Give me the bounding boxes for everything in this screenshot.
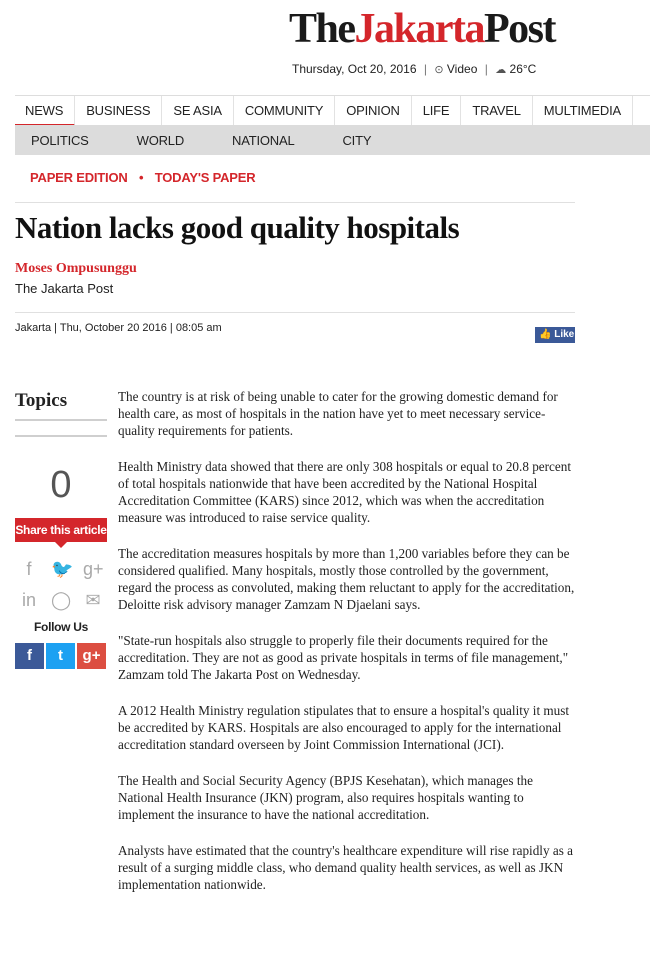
nav-item-news[interactable]: NEWS	[15, 96, 75, 126]
topics-divider	[15, 435, 107, 437]
video-link[interactable]: Video	[446, 62, 478, 76]
nav-item-multimedia[interactable]: MULTIMEDIA	[533, 96, 633, 126]
secondary-nav	[15, 125, 650, 155]
paper-links	[30, 170, 255, 185]
facebook-icon[interactable]: f	[26, 559, 32, 579]
dateline-separator: |	[484, 62, 488, 76]
divider	[15, 312, 575, 313]
nav-item-business[interactable]: BUSINESS	[75, 96, 162, 126]
divider	[15, 202, 575, 203]
email-icon[interactable]: ✉	[85, 590, 101, 610]
share-icons-row	[15, 589, 107, 611]
paper-edition-link[interactable]: PAPER EDITION	[30, 170, 128, 185]
nav-item-community[interactable]: COMMUNITY	[234, 96, 335, 126]
article-body	[118, 388, 580, 912]
nav-item-life[interactable]: LIFE	[412, 96, 462, 126]
dateline-separator: |	[423, 62, 427, 76]
subnav-item-national[interactable]: NATIONAL	[232, 132, 295, 148]
nav-item-opinion[interactable]: OPINION	[335, 96, 412, 126]
share-icons-row	[15, 558, 107, 580]
logo-the: The	[288, 6, 355, 52]
subnav-item-city[interactable]: CITY	[342, 132, 372, 148]
weather-temp: 26°C	[509, 62, 537, 76]
google-plus-icon[interactable]: g+	[77, 643, 106, 669]
primary-nav	[15, 95, 650, 125]
twitter-icon[interactable]: t	[46, 643, 75, 669]
topics-divider	[15, 419, 107, 421]
article-paragraph: The Health and Social Security Agency (BPJS Kesehatan), which manages the National Health Insurance (JKN) program, also requires hospitals wanting to implement the insurance to have the national accreditation.	[118, 773, 533, 822]
twitter-icon[interactable]: 🐦	[51, 559, 74, 579]
google-plus-icon[interactable]: g+	[83, 559, 104, 579]
article-paragraph: The accreditation measures hospitals by more than 1,200 variables before they can be considered qualified. Many hospitals, mostly those controlled by the government, regard the process as convoluted, making them reluctant to apply for the accreditation, Deloitte risk advisory manager Zamzam N Djaelani says.	[118, 546, 575, 612]
nav-item-se-asia[interactable]: SE ASIA	[162, 96, 233, 126]
paper-links-bullet: •	[138, 170, 144, 185]
facebook-like-button[interactable]	[535, 327, 575, 343]
article-paragraph: Analysts have estimated that the country's healthcare expenditure will rise rapidly as a result of a surging middle class, who demand quality health services, as well as JKN implementation nationwide.	[118, 843, 573, 892]
article-headline: Nation lacks good quality hospitals	[15, 210, 460, 245]
follow-icons	[15, 643, 106, 669]
follow-us-label: Follow Us	[34, 620, 88, 634]
subnav-item-world[interactable]: WORLD	[136, 132, 185, 148]
linkedin-icon[interactable]: in	[21, 590, 36, 610]
thumbs-up-icon: 👍	[539, 329, 552, 340]
topics-heading: Topics	[15, 390, 68, 411]
article-paragraph: The country is at risk of being unable to cater for the growing domestic demand for health care, as most of hospitals in the nation have yet to meet necessary service-quality requirements for patients.	[118, 389, 558, 438]
todays-paper-link[interactable]: TODAY'S PAPER	[154, 170, 256, 185]
site-logo[interactable]	[262, 8, 582, 50]
like-label: Like	[554, 329, 575, 340]
article-paragraph: "State-run hospitals also struggle to properly file their documents required for the accreditation. They are not as good as private hospitals in terms of file management," Zamzam told The Jakarta Post on Wednesday.	[118, 633, 569, 682]
logo-post: Post	[484, 6, 555, 52]
facebook-icon[interactable]: f	[15, 643, 44, 669]
subnav-item-politics[interactable]: POLITICS	[31, 132, 89, 148]
article-timestamp: Jakarta | Thu, October 20 2016 | 08:05 am	[15, 322, 222, 334]
share-article-label: Share this article	[15, 518, 107, 542]
article-paragraph: A 2012 Health Ministry regulation stipulates that to ensure a hospital's quality it must be accredited by KARS. Hospitals are also encouraged to apply for the international accreditation standard overseen by Joint Commission International (JCI).	[118, 703, 570, 752]
comment-icon[interactable]: ◯	[51, 590, 72, 610]
article-paragraph: Health Ministry data showed that there are only 308 hospitals or equal to 20.8 percent of total hospitals nationwide that have been accredited by the National Hospital Accreditation Committee (KARS) since 2012, which was when the accreditation measure was introduced to raise service quality.	[118, 459, 572, 525]
dateline	[292, 62, 536, 76]
video-icon[interactable]: ⊙	[434, 64, 444, 76]
publication-name: The Jakarta Post	[15, 281, 114, 296]
logo-jakarta: Jakarta	[354, 6, 484, 52]
author-link[interactable]: Moses Ompusunggu	[15, 261, 137, 276]
nav-item-travel[interactable]: TRAVEL	[461, 96, 532, 126]
share-count: 0	[50, 464, 72, 506]
weather-icon: ☁	[495, 64, 507, 76]
current-date: Thursday, Oct 20, 2016	[292, 62, 417, 76]
